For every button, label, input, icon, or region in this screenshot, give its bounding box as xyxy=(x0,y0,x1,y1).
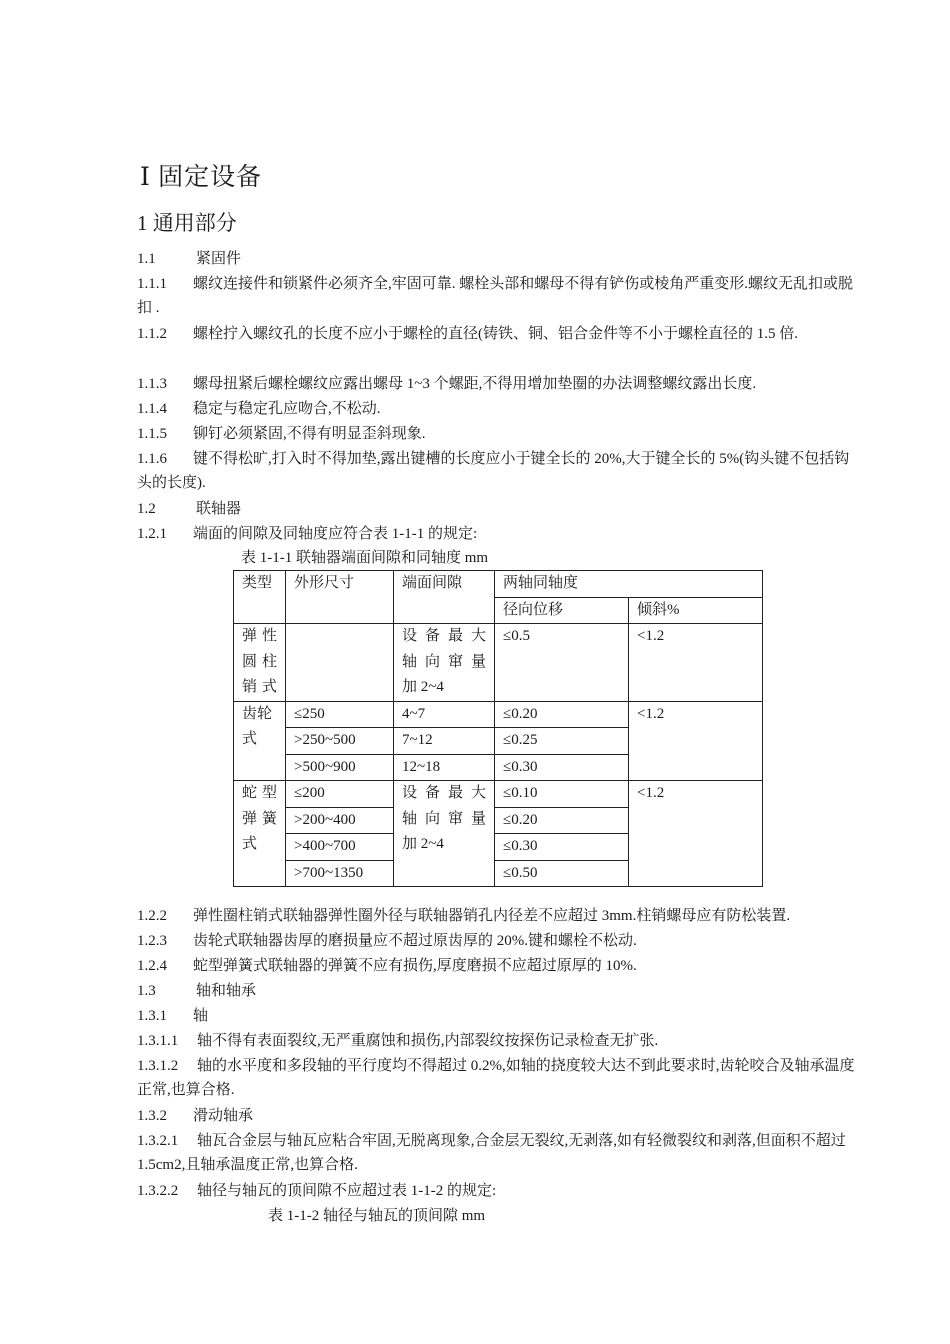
paragraph-1-1-6: 1.1.6 键不得松旷,打入时不得加垫,露出键槽的长度应小于键全长的 20%,大于键全长的 5%(钩头键不包括钩头的长度). xyxy=(137,451,850,491)
tilt-cell: <1.2 xyxy=(629,701,763,781)
table-2-caption: 表 1-1-2 轴径与轴瓦的顶间隙 mm xyxy=(268,1208,486,1224)
coupling-table xyxy=(233,570,763,887)
paragraph-1-2-1: 1.2.1 端面的间隙及同轴度应符合表 1-1-1 的规定: xyxy=(137,526,478,542)
paragraph-1-1-1: 1.1.1 螺纹连接件和锁紧件必须齐全,牢固可靠. 螺栓头部和螺母不得有铲伤或棱角严重变形.螺纹无乱扣或脱扣 . xyxy=(137,276,854,316)
size-cell: ≤250 xyxy=(286,701,394,728)
table-1-caption: 表 1-1-1 联轴器端面间隙和同轴度 mm xyxy=(241,550,489,566)
header-coaxial: 两轴同轴度 xyxy=(495,571,763,598)
paragraph-1-2: 1.2 联轴器 xyxy=(137,501,242,517)
size-cell: >700~1350 xyxy=(286,860,394,887)
size-cell: >500~900 xyxy=(286,754,394,781)
radial-cell: ≤0.30 xyxy=(495,754,629,781)
table-header-row xyxy=(234,571,763,598)
type-cell: 弹性 圆柱 销式 xyxy=(234,624,286,702)
paragraph-1-3-1: 1.3.1 轴 xyxy=(137,1008,209,1024)
paragraph-1-1-5: 1.1.5 铆钉必须紧固,不得有明显歪斜现象. xyxy=(137,426,426,442)
gap-cell: 12~18 xyxy=(394,754,495,781)
gap-cell: 设备最大 轴向窜量 加 2~4 xyxy=(394,624,495,702)
paragraph-1-1: 1.1 紧固件 xyxy=(137,251,242,267)
header-type: 类型 xyxy=(234,571,286,624)
radial-cell: ≤0.50 xyxy=(495,860,629,887)
size-cell: >250~500 xyxy=(286,728,394,755)
radial-cell: ≤0.10 xyxy=(495,781,629,808)
paragraph-1-3-1-2: 1.3.1.2 轴的水平度和多段轴的平行度均不得超过 0.2%,如轴的挠度较大达不到此要求时,齿轮咬合及轴承温度正常,也算合格. xyxy=(137,1058,855,1098)
header-gap: 端面间隙 xyxy=(394,571,495,624)
paragraph-1-3-2: 1.3.2 滑动轴承 xyxy=(137,1108,254,1124)
type-cell: 齿轮 式 xyxy=(234,701,286,781)
type-cell: 蛇型 弹簧 式 xyxy=(234,781,286,887)
paragraph-1-1-4: 1.1.4 稳定与稳定孔应吻合,不松动. xyxy=(137,401,381,417)
table-row xyxy=(234,781,763,808)
paragraph-1-2-4: 1.2.4 蛇型弹簧式联轴器的弹簧不应有损伤,厚度磨损不应超过原厚的 10%. xyxy=(137,958,637,974)
paragraph-1-3-2-1: 1.3.2.1 轴瓦合金层与轴瓦应粘合牢固,无脱离现象,合金层无裂纹,无剥落,如有轻微裂纹和剥落,但面积不超过 1.5cm2,且轴承温度正常,也算合格. xyxy=(137,1133,846,1173)
subsection-heading: 1 通用部分 xyxy=(137,211,237,235)
tilt-cell: <1.2 xyxy=(629,781,763,887)
size-cell: >400~700 xyxy=(286,834,394,861)
header-size: 外形尺寸 xyxy=(286,571,394,624)
tilt-cell: <1.2 xyxy=(629,624,763,702)
size-cell: ≤200 xyxy=(286,781,394,808)
radial-cell: ≤0.5 xyxy=(495,624,629,702)
table-row xyxy=(234,624,763,702)
gap-cell: 4~7 xyxy=(394,701,495,728)
paragraph-1-1-2: 1.1.2 螺栓拧入螺纹孔的长度不应小于螺栓的直径(铸铁、铜、铝合金件等不小于螺栓直径的 1.5 倍. xyxy=(137,326,798,342)
header-radial: 径向位移 xyxy=(495,597,629,624)
radial-cell: ≤0.20 xyxy=(495,701,629,728)
radial-cell: ≤0.20 xyxy=(495,807,629,834)
header-tilt: 倾斜% xyxy=(629,597,763,624)
paragraph-1-3-1-1: 1.3.1.1 轴不得有表面裂纹,无严重腐蚀和损伤,内部裂纹按探伤记录检查无扩张. xyxy=(137,1033,659,1049)
gap-cell: 设备最大 轴向窜量 加 2~4 xyxy=(394,781,495,887)
size-cell xyxy=(286,624,394,702)
paragraph-1-3-2-2: 1.3.2.2 轴径与轴瓦的顶间隙不应超过表 1-1-2 的规定: xyxy=(137,1183,497,1199)
paragraph-1-2-3: 1.2.3 齿轮式联轴器齿厚的磨损量应不超过原齿厚的 20%.键和螺栓不松动. xyxy=(137,933,637,949)
table-row xyxy=(234,701,763,728)
paragraph-1-3: 1.3 轴和轴承 xyxy=(137,983,257,999)
size-cell: >200~400 xyxy=(286,807,394,834)
radial-cell: ≤0.30 xyxy=(495,834,629,861)
section-heading: Ⅰ 固定设备 xyxy=(140,164,263,191)
paragraph-1-1-3: 1.1.3 螺母扭紧后螺栓螺纹应露出螺母 1~3 个螺距,不得用增加垫圈的办法调整螺纹露出长度. xyxy=(137,376,757,392)
radial-cell: ≤0.25 xyxy=(495,728,629,755)
paragraph-1-2-2: 1.2.2 弹性圈柱销式联轴器弹性圈外径与联轴器销孔内径差不应超过 3mm.柱销螺母应有防松装置. xyxy=(137,908,791,924)
gap-cell: 7~12 xyxy=(394,728,495,755)
